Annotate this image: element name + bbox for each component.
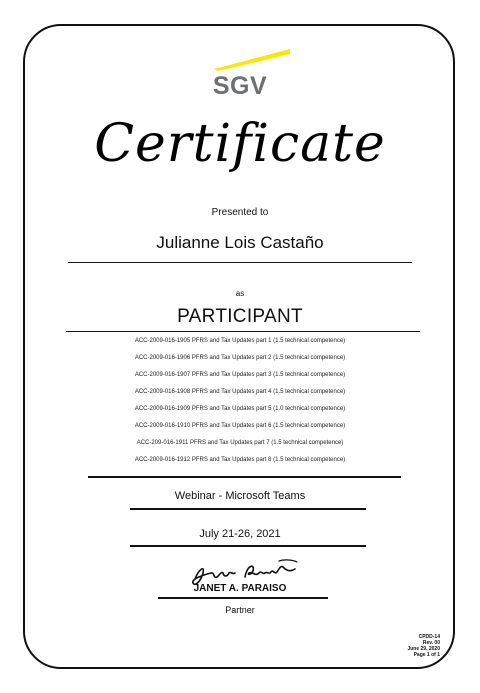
venue-underline bbox=[130, 508, 366, 510]
venue: Webinar - Microsoft Teams bbox=[174, 490, 306, 502]
event-date: July 21-26, 2021 bbox=[199, 528, 281, 540]
role-title: PARTICIPANT bbox=[177, 306, 303, 327]
name-underline bbox=[68, 262, 412, 263]
form-reference bbox=[407, 634, 440, 658]
course-item: ACC-2009-016-1909 PFRS and Tax Updates part 5 (1.0 technical competence) bbox=[134, 406, 346, 412]
courses-underline bbox=[88, 476, 401, 478]
course-item: ACC-2009-016-1908 PFRS and Tax Updates part 4 (1.5 technical competence) bbox=[134, 389, 346, 395]
certificate-title: Certificate bbox=[94, 114, 386, 174]
form-revision: Rev. 00 bbox=[422, 640, 440, 646]
yellow-slash-icon bbox=[212, 47, 292, 71]
course-item: ACC-2009-016-1905 PFRS and Tax Updates part 1 (1.5 technical competence) bbox=[134, 338, 346, 344]
course-item: ACC-2009-016-1912 PFRS and Tax Updates part 8 (1.5 technical competence) bbox=[134, 457, 346, 463]
sgv-logo: SGV bbox=[212, 72, 268, 100]
role-underline bbox=[66, 331, 420, 332]
recipient-name: Julianne Lois Castaño bbox=[156, 233, 324, 252]
presented-to-label: Presented to bbox=[211, 207, 269, 218]
signatory-name: JANET A. PARAISO bbox=[193, 583, 287, 594]
form-date: June 29, 2020 bbox=[407, 646, 440, 652]
course-item: ACC-209-016-1911 PFRS and Tax Updates part 7 (1.5 technical competence) bbox=[136, 440, 344, 446]
course-item: ACC-2009-016-1906 PFRS and Tax Updates part 2 (1.5 technical competence) bbox=[134, 355, 346, 361]
course-item: ACC-2009-016-1907 PFRS and Tax Updates part 3 (1.5 technical competence) bbox=[134, 372, 346, 378]
signatory-title: Partner bbox=[225, 605, 255, 615]
signatory-underline bbox=[158, 597, 328, 599]
form-page: Page 1 of 1 bbox=[413, 652, 440, 658]
form-code: CPDD-14 bbox=[418, 634, 440, 640]
as-label: as bbox=[235, 289, 245, 298]
course-item: ACC-2009-016-1910 PFRS and Tax Updates part 6 (1.5 technical competence) bbox=[134, 423, 346, 429]
date-underline bbox=[130, 545, 366, 547]
